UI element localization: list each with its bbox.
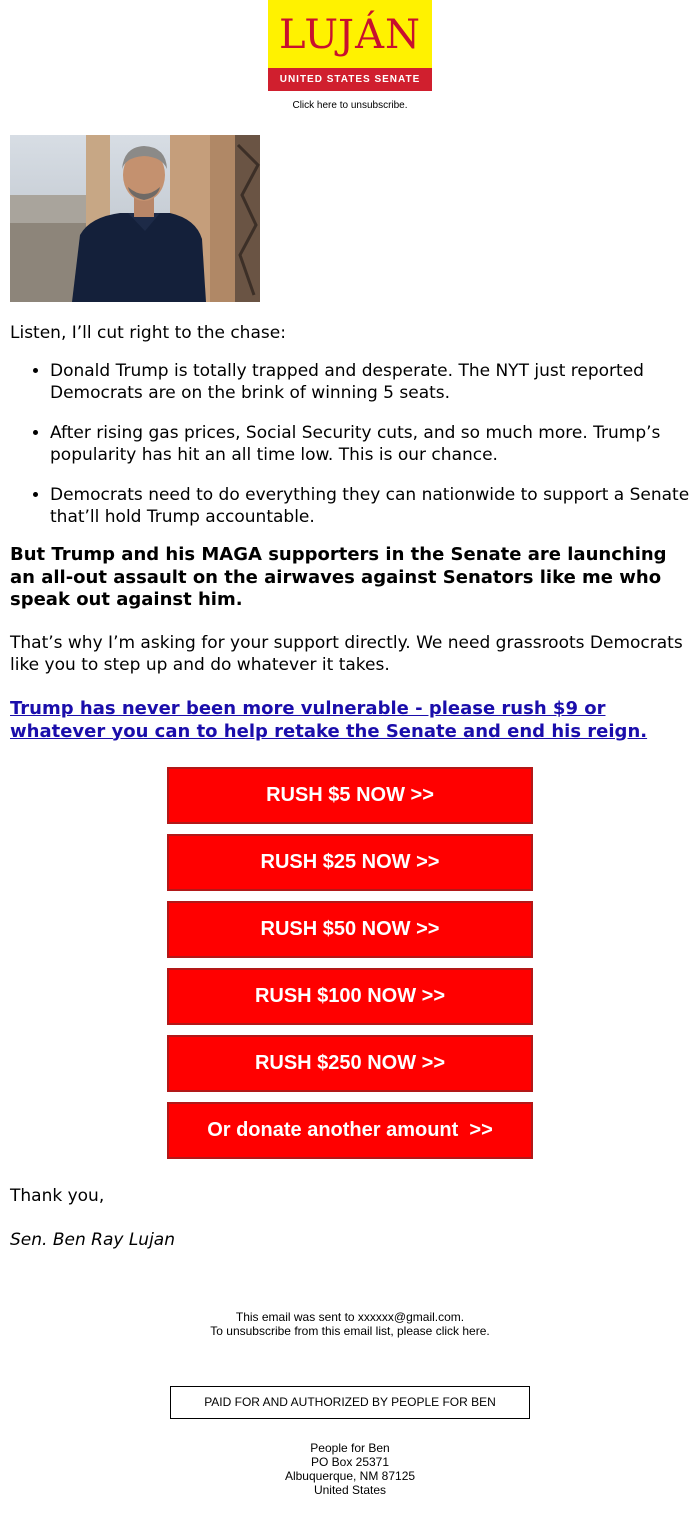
thanks-text: Thank you, bbox=[10, 1186, 105, 1206]
paid-for-disclaimer: PAID FOR AND AUTHORIZED BY PEOPLE FOR BEN bbox=[170, 1386, 530, 1419]
unsubscribe-link-top[interactable]: Click here to unsubscribe. bbox=[292, 100, 408, 111]
bullet-list bbox=[10, 360, 690, 546]
bullet-item: • Democrats need to do everything they can nationwide to support a Senate that’ll hold Trump accountable. bbox=[50, 484, 690, 528]
ask-paragraph: That’s why I’m asking for your support directly. We need grassroots Democrats like you to step up and do whatever it takes. bbox=[10, 633, 683, 675]
donate-25-button[interactable]: RUSH $25 NOW >> bbox=[167, 834, 533, 891]
senator-photo bbox=[10, 135, 260, 302]
footer-address-line: Albuquerque, NM 87125 bbox=[284, 1469, 416, 1483]
bullet-item: • After rising gas prices, Social Security cuts, and so much more. Trump’s popularity has hit an all time low. This is our chance. bbox=[50, 422, 690, 466]
senator-photo-illustration bbox=[10, 135, 260, 302]
footer-address-line: PO Box 25371 bbox=[310, 1455, 390, 1469]
intro-text: Listen, I’ll cut right to the chase: bbox=[10, 323, 286, 343]
donate-cta-link[interactable]: Trump has never been more vulnerable - please rush $9 or whatever you can to help retake the Senate and end his reign. bbox=[10, 698, 648, 742]
footer-unsubscribe-link[interactable]: To unsubscribe from this email list, please click here. bbox=[210, 1324, 490, 1338]
donate-250-button[interactable]: RUSH $250 NOW >> bbox=[167, 1035, 533, 1092]
bullet-item: • Donald Trump is totally trapped and desperate. The NYT just reported Democrats are on the brink of winning 5 seats. bbox=[50, 360, 690, 404]
footer-address-line: United States bbox=[313, 1483, 387, 1497]
logo-subtitle: UNITED STATES SENATE bbox=[268, 68, 432, 91]
logo-name: LUJÁN bbox=[279, 12, 421, 58]
signature: Sen. Ben Ray Lujan bbox=[10, 1230, 175, 1250]
lujan-senate-logo[interactable] bbox=[268, 0, 432, 91]
donate-100-button[interactable]: RUSH $100 NOW >> bbox=[167, 968, 533, 1025]
donate-5-button[interactable]: RUSH $5 NOW >> bbox=[167, 767, 533, 824]
donate-other-amount-button[interactable]: Or donate another amount >> bbox=[167, 1102, 533, 1159]
donate-50-button[interactable]: RUSH $50 NOW >> bbox=[167, 901, 533, 958]
bold-paragraph: But Trump and his MAGA supporters in the Senate are launching an all-out assault on the airwaves against Senators like me who speak out against him. bbox=[10, 544, 667, 610]
footer-sent-to: This email was sent to xxxxxx@gmail.com. bbox=[235, 1310, 465, 1324]
footer-address-line: People for Ben bbox=[310, 1441, 390, 1455]
